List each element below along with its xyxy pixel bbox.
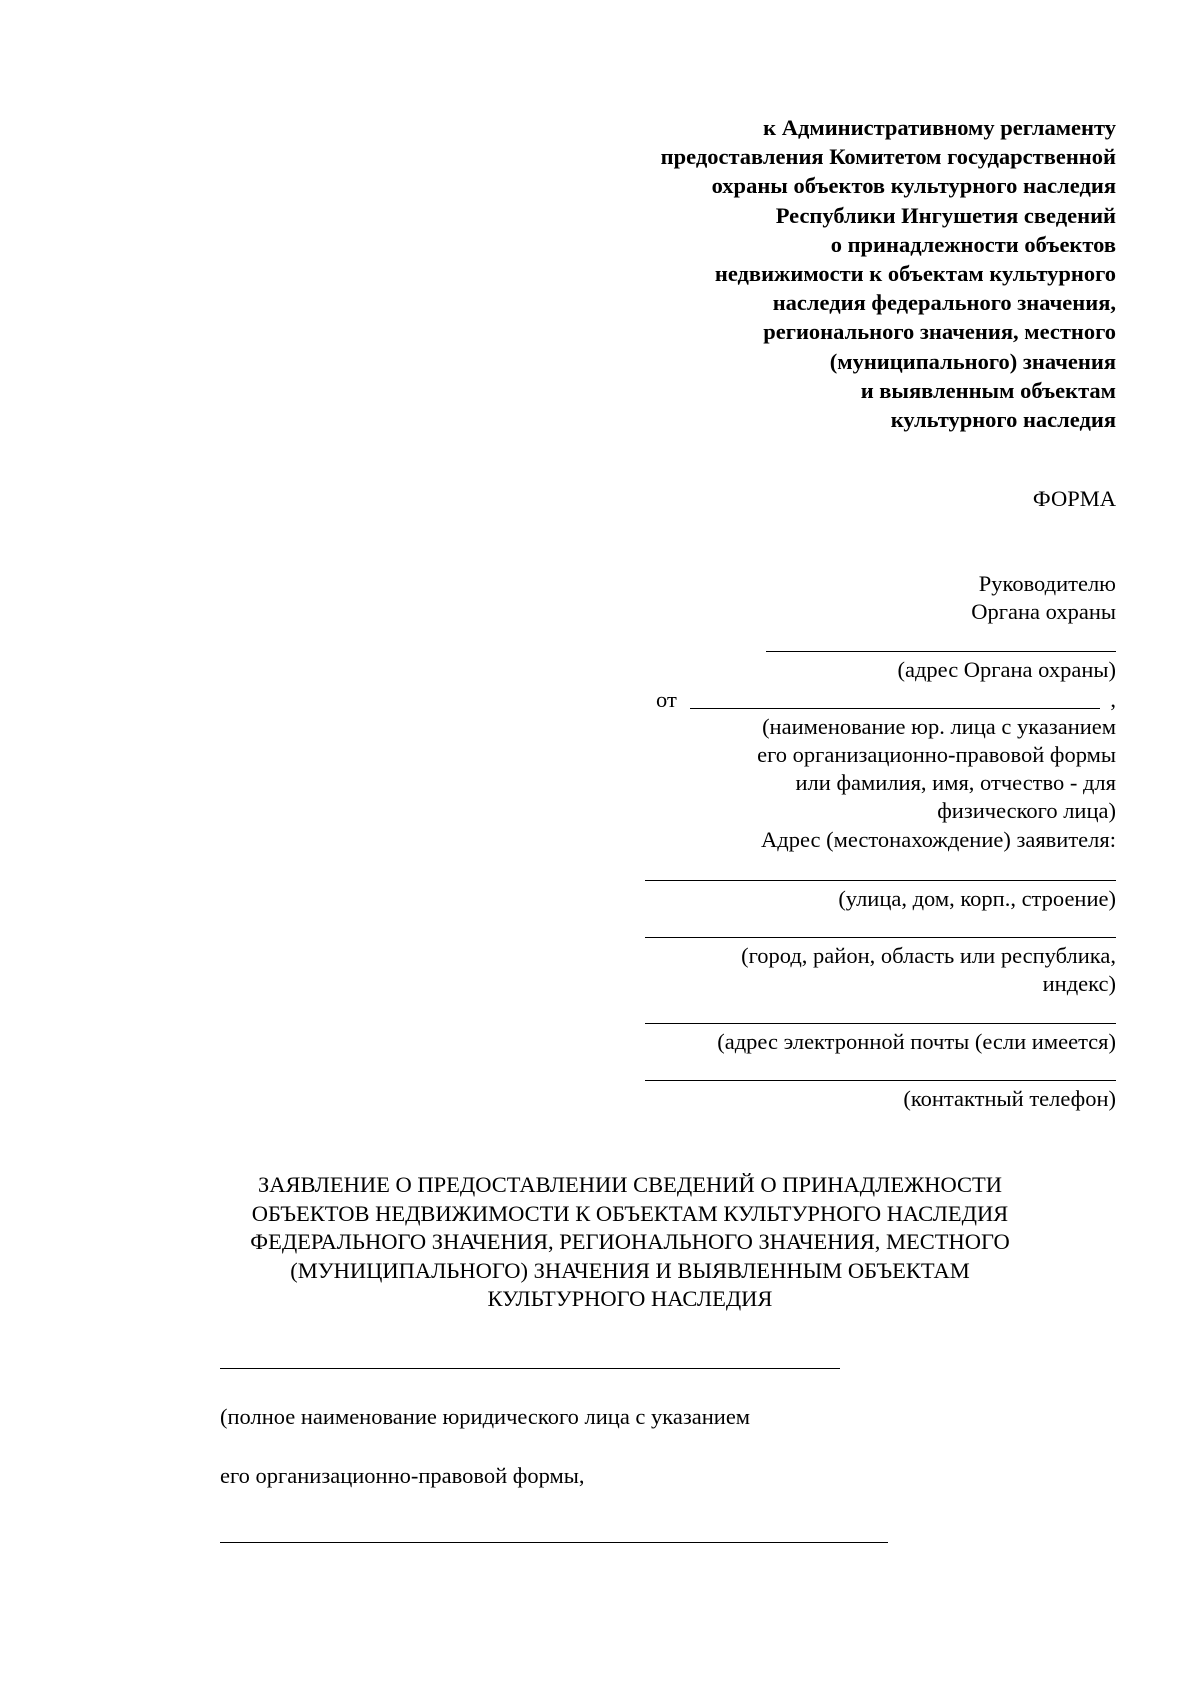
header-line: недвижимости к объектам культурного <box>714 261 1116 287</box>
form-label: ФОРМА <box>1032 486 1116 511</box>
legal-entity-name-field[interactable] <box>220 1368 840 1369</box>
fullname-caption: (полное наименование юридического лица с указанием <box>220 1404 751 1429</box>
organ-address-field[interactable] <box>766 651 1116 652</box>
title-line: (МУНИЦИПАЛЬНОГО) ЗНАЧЕНИЯ И ВЫЯВЛЕННЫМ ОБЪЕКТАМ <box>290 1257 970 1283</box>
header-line: и выявленным объектам <box>860 377 1116 403</box>
applicant-address-label: Адрес (местонахождение) заявителя: <box>761 827 1116 852</box>
city-caption-line: индекс) <box>1042 971 1116 996</box>
email-field[interactable] <box>645 1023 1116 1024</box>
email-caption: (адрес электронной почты (если имеется) <box>717 1029 1116 1054</box>
title-line: ЗАЯВЛЕНИЕ О ПРЕДОСТАВЛЕНИИ СВЕДЕНИЙ О ПРИНАДЛЕЖНОСТИ <box>257 1172 1003 1197</box>
statement-title <box>170 1171 1090 1314</box>
header-line: Республики Ингушетия сведений <box>775 202 1116 228</box>
applicant-caption-line: (наименование юр. лица с указанием <box>762 714 1116 739</box>
phone-caption: (контактный телефон) <box>903 1086 1116 1111</box>
appendix-header <box>556 113 1116 434</box>
org-form-caption: его организационно-правовой формы, <box>220 1463 585 1488</box>
organ-address-caption: (адрес Органа охраны) <box>897 657 1116 682</box>
applicant-caption-line: физического лица) <box>937 798 1116 823</box>
title-line: ОБЪЕКТОВ НЕДВИЖИМОСТИ К ОБЪЕКТАМ КУЛЬТУРНОГО НАСЛЕДИЯ <box>251 1200 1009 1226</box>
title-line: КУЛЬТУРНОГО НАСЛЕДИЯ <box>487 1286 773 1311</box>
header-line: предоставления Комитетом государственной <box>660 144 1116 170</box>
header-line: охраны объектов культурного наследия <box>711 173 1116 199</box>
org-form-field[interactable] <box>220 1542 888 1543</box>
applicant-name-field[interactable] <box>690 708 1100 709</box>
applicant-caption-line: или фамилия, имя, отчество - для <box>795 770 1116 795</box>
from-prefix: от <box>656 687 677 712</box>
city-caption-line: (город, район, область или республика, <box>741 943 1116 968</box>
city-field[interactable] <box>645 937 1116 938</box>
title-line: ФЕДЕРАЛЬНОГО ЗНАЧЕНИЯ, РЕГИОНАЛЬНОГО ЗНАЧЕНИЯ, МЕСТНОГО <box>250 1229 1010 1254</box>
street-caption: (улица, дом, корп., строение) <box>838 886 1116 911</box>
from-suffix: , <box>1110 687 1116 712</box>
applicant-caption-line: его организационно-правовой формы <box>757 742 1116 767</box>
header-line: к Административному регламенту <box>763 115 1116 140</box>
header-line: о принадлежности объектов <box>830 231 1116 257</box>
recipient-line-2: Органа охраны <box>971 599 1116 624</box>
street-field[interactable] <box>645 880 1116 881</box>
header-line: регионального значения, местного <box>763 319 1116 345</box>
header-line: культурного наследия <box>890 407 1116 433</box>
header-line: наследия федерального значения, <box>772 290 1116 316</box>
header-line: (муниципального) значения <box>829 348 1116 374</box>
recipient-line-1: Руководителю <box>978 571 1116 596</box>
phone-field[interactable] <box>645 1080 1116 1081</box>
